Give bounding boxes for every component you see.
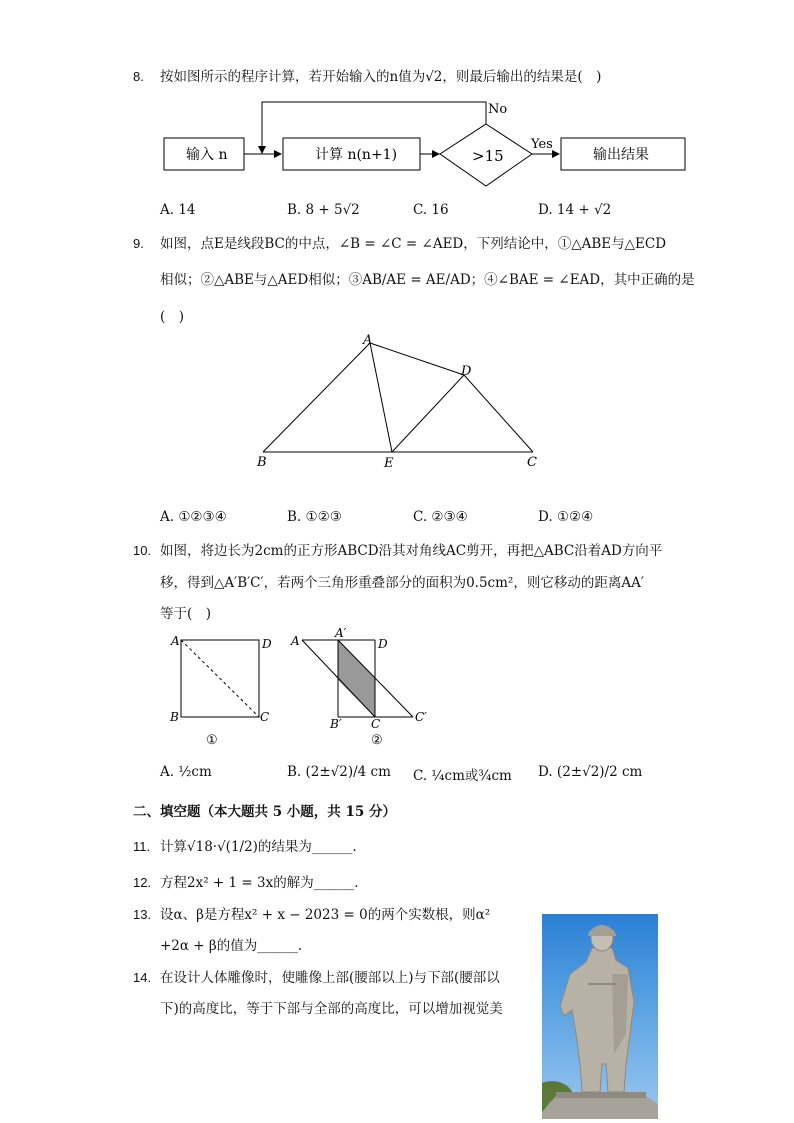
q10-line1: 如图，将边长为2cm的正方形ABCD沿其对角线AC剪开，再把△ABC沿着AD方向平 (160, 543, 663, 559)
q10-line3: 等于( ) (160, 606, 212, 622)
q9-option-b: B. ①②③ (287, 509, 342, 525)
q10-option-d: D. (2±√2)/2 cm (538, 764, 643, 780)
fig2-label-d: D (378, 637, 388, 651)
q11-number: 11. (133, 839, 151, 854)
point-label-b: B (257, 455, 267, 470)
fig2-label-c: C (371, 717, 381, 731)
section-2-title: 二、填空题（本大题共 5 小题，共 15 分） (133, 804, 396, 820)
point-label-a: A (363, 333, 373, 348)
statue-illustration (542, 914, 658, 1119)
fig2-caption: ② (371, 733, 383, 748)
fig1-label-b: B (170, 710, 179, 724)
q9-option-d: D. ①②④ (538, 509, 594, 525)
q10-option-c: C. ¼cm或¾cm (413, 768, 512, 784)
flow-arrowhead-2 (432, 150, 440, 158)
flow-condition-label: >15 (472, 147, 504, 165)
q14-line2: 下)的高度比，等于下部与全部的高度比，可以增加视觉美 (160, 1001, 503, 1017)
fig1-caption: ① (206, 733, 218, 748)
q13-line2: +2α + β的值为______. (160, 938, 303, 954)
q9-line2: 相似；②△ABE与△AED相似；③AB/AE = AE/AD；④∠BAE = ∠EAD，其中正确的是 (160, 272, 695, 288)
flow-yes-label: Yes (531, 137, 553, 152)
q8-option-d: D. 14 + √2 (538, 202, 612, 218)
q9-line3: ( ) (160, 309, 185, 325)
q8-option-c: C. 16 (413, 202, 449, 218)
q9-number: 9. (133, 236, 144, 251)
q9-line1: 如图，点E是线段BC的中点，∠B = ∠C = ∠AED，下列结论中，①△ABE与△ECD (160, 236, 667, 252)
point-label-d: D (461, 364, 472, 379)
flow-arrowhead-3 (552, 150, 560, 158)
q14-number: 14. (133, 970, 152, 985)
q13-number: 13. (133, 907, 152, 922)
q8-option-a: A. 14 (160, 202, 196, 218)
q9-option-c: C. ②③④ (413, 509, 468, 525)
statue-photo (542, 914, 658, 1119)
segment-ad (370, 343, 464, 375)
fig2-label-c1: C′ (415, 710, 427, 724)
q8-option-b: B. 8 + 5√2 (287, 202, 360, 218)
q13-line1: 设α、β是方程x² + x − 2023 = 0的两个实数根，则α² (160, 907, 491, 923)
fig2-overlap-region (338, 640, 375, 717)
fig1-label-d: D (262, 637, 272, 651)
fig2-label-b1: B′ (330, 717, 342, 731)
point-label-c: C (527, 455, 537, 470)
fig1-diagonal (181, 640, 259, 717)
segment-ab (263, 343, 370, 452)
fig1-label-a: A (171, 634, 180, 648)
q10-option-b: B. (2±√2)/4 cm (287, 764, 391, 780)
q12-text: 方程2x² + 1 = 3x的解为______. (160, 875, 359, 891)
q10-number: 10. (133, 543, 152, 558)
q10-option-a: A. ½cm (160, 764, 212, 780)
q8-number: 8. (133, 69, 144, 84)
flow-loop-arrow (258, 146, 266, 154)
pedestal (542, 1096, 658, 1119)
q9-triangle-figure (250, 330, 550, 475)
pedestal-top (556, 1092, 646, 1098)
point-label-e: E (384, 456, 394, 471)
flow-no-label: No (488, 102, 508, 117)
q12-number: 12. (133, 875, 152, 890)
flow-arrowhead-1 (274, 150, 282, 158)
q11-text: 计算√18·√(1/2)的结果为______. (160, 839, 357, 855)
fig2-label-a: A (291, 634, 300, 648)
segment-dc (464, 375, 533, 452)
flow-compute-label: 计算 n(n+1) (315, 147, 398, 163)
q10-figures (160, 628, 450, 750)
fig1-label-c: C (260, 710, 270, 724)
q8-stem: 按如图所示的程序计算，若开始输入的n值为√2，则最后输出的结果是( ) (160, 69, 602, 85)
segment-ed (392, 375, 464, 452)
flow-output-label: 输出结果 (593, 147, 649, 163)
q14-line1: 在设计人体雕像时，使雕像上部(腰部以上)与下部(腰部以 (160, 970, 500, 986)
q10-line2: 移，得到△A′B′C′，若两个三角形重叠部分的面积为0.5cm²，则它移动的距离AA′ (160, 575, 644, 591)
flow-input-label: 输入 n (186, 147, 228, 163)
segment-ae (370, 343, 392, 452)
fig2-label-a1: A′ (335, 628, 347, 640)
q8-flowchart (150, 94, 700, 194)
q9-option-a: A. ①②③④ (160, 509, 227, 525)
statue-cap (588, 925, 616, 936)
